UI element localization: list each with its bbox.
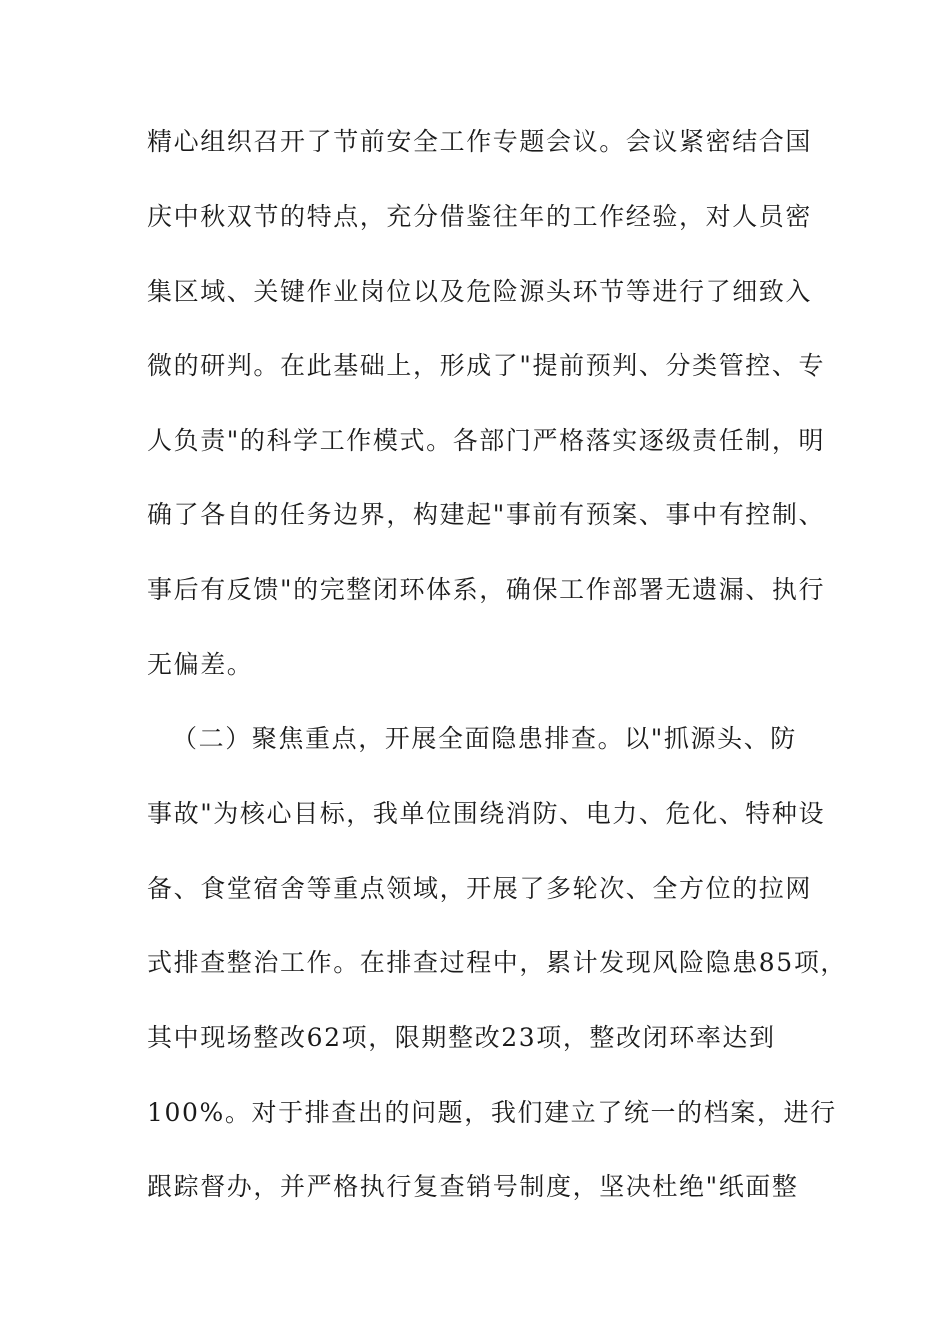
paragraph-line: 庆中秋双节的特点，充分借鉴往年的工作经验，对人员密 [147,202,813,231]
paragraph-line: 微的研判。在此基础上，形成了"提前预判、分类管控、专 [147,351,826,380]
section-heading-line: （二）聚焦重点，开展全面隐患排查。以"抓源头、防 [172,724,797,753]
paragraph-line: 其中现场整改62项，限期整改23项，整改闭环率达到 [147,1023,776,1052]
paragraph-line: 精心组织召开了节前安全工作专题会议。会议紧密结合国 [147,127,813,156]
paragraph-line: 集区域、关键作业岗位以及危险源头环节等进行了细致入 [147,277,813,306]
paragraph-line: 事故"为核心目标，我单位围绕消防、电力、危化、特种设 [147,799,826,828]
paragraph-line: 事后有反馈"的完整闭环体系，确保工作部署无遗漏、执行 [147,575,826,604]
paragraph-line: 式排查整治工作。在排查过程中，累计发现风险隐患85项， [147,948,848,977]
paragraph-line: 100%。对于排查出的问题，我们建立了统一的档案，进行 [147,1098,837,1127]
paragraph-line: 无偏差。 [147,650,254,679]
paragraph-line: 确了各自的任务边界，构建起"事前有预案、事中有控制、 [147,500,826,529]
paragraph-line: 备、食堂宿舍等重点领域，开展了多轮次、全方位的拉网 [147,874,813,903]
paragraph-line: 人负责"的科学工作模式。各部门严格落实逐级责任制，明 [147,426,826,455]
paragraph-line: 跟踪督办，并严格执行复查销号制度，坚决杜绝"纸面整 [147,1172,799,1201]
